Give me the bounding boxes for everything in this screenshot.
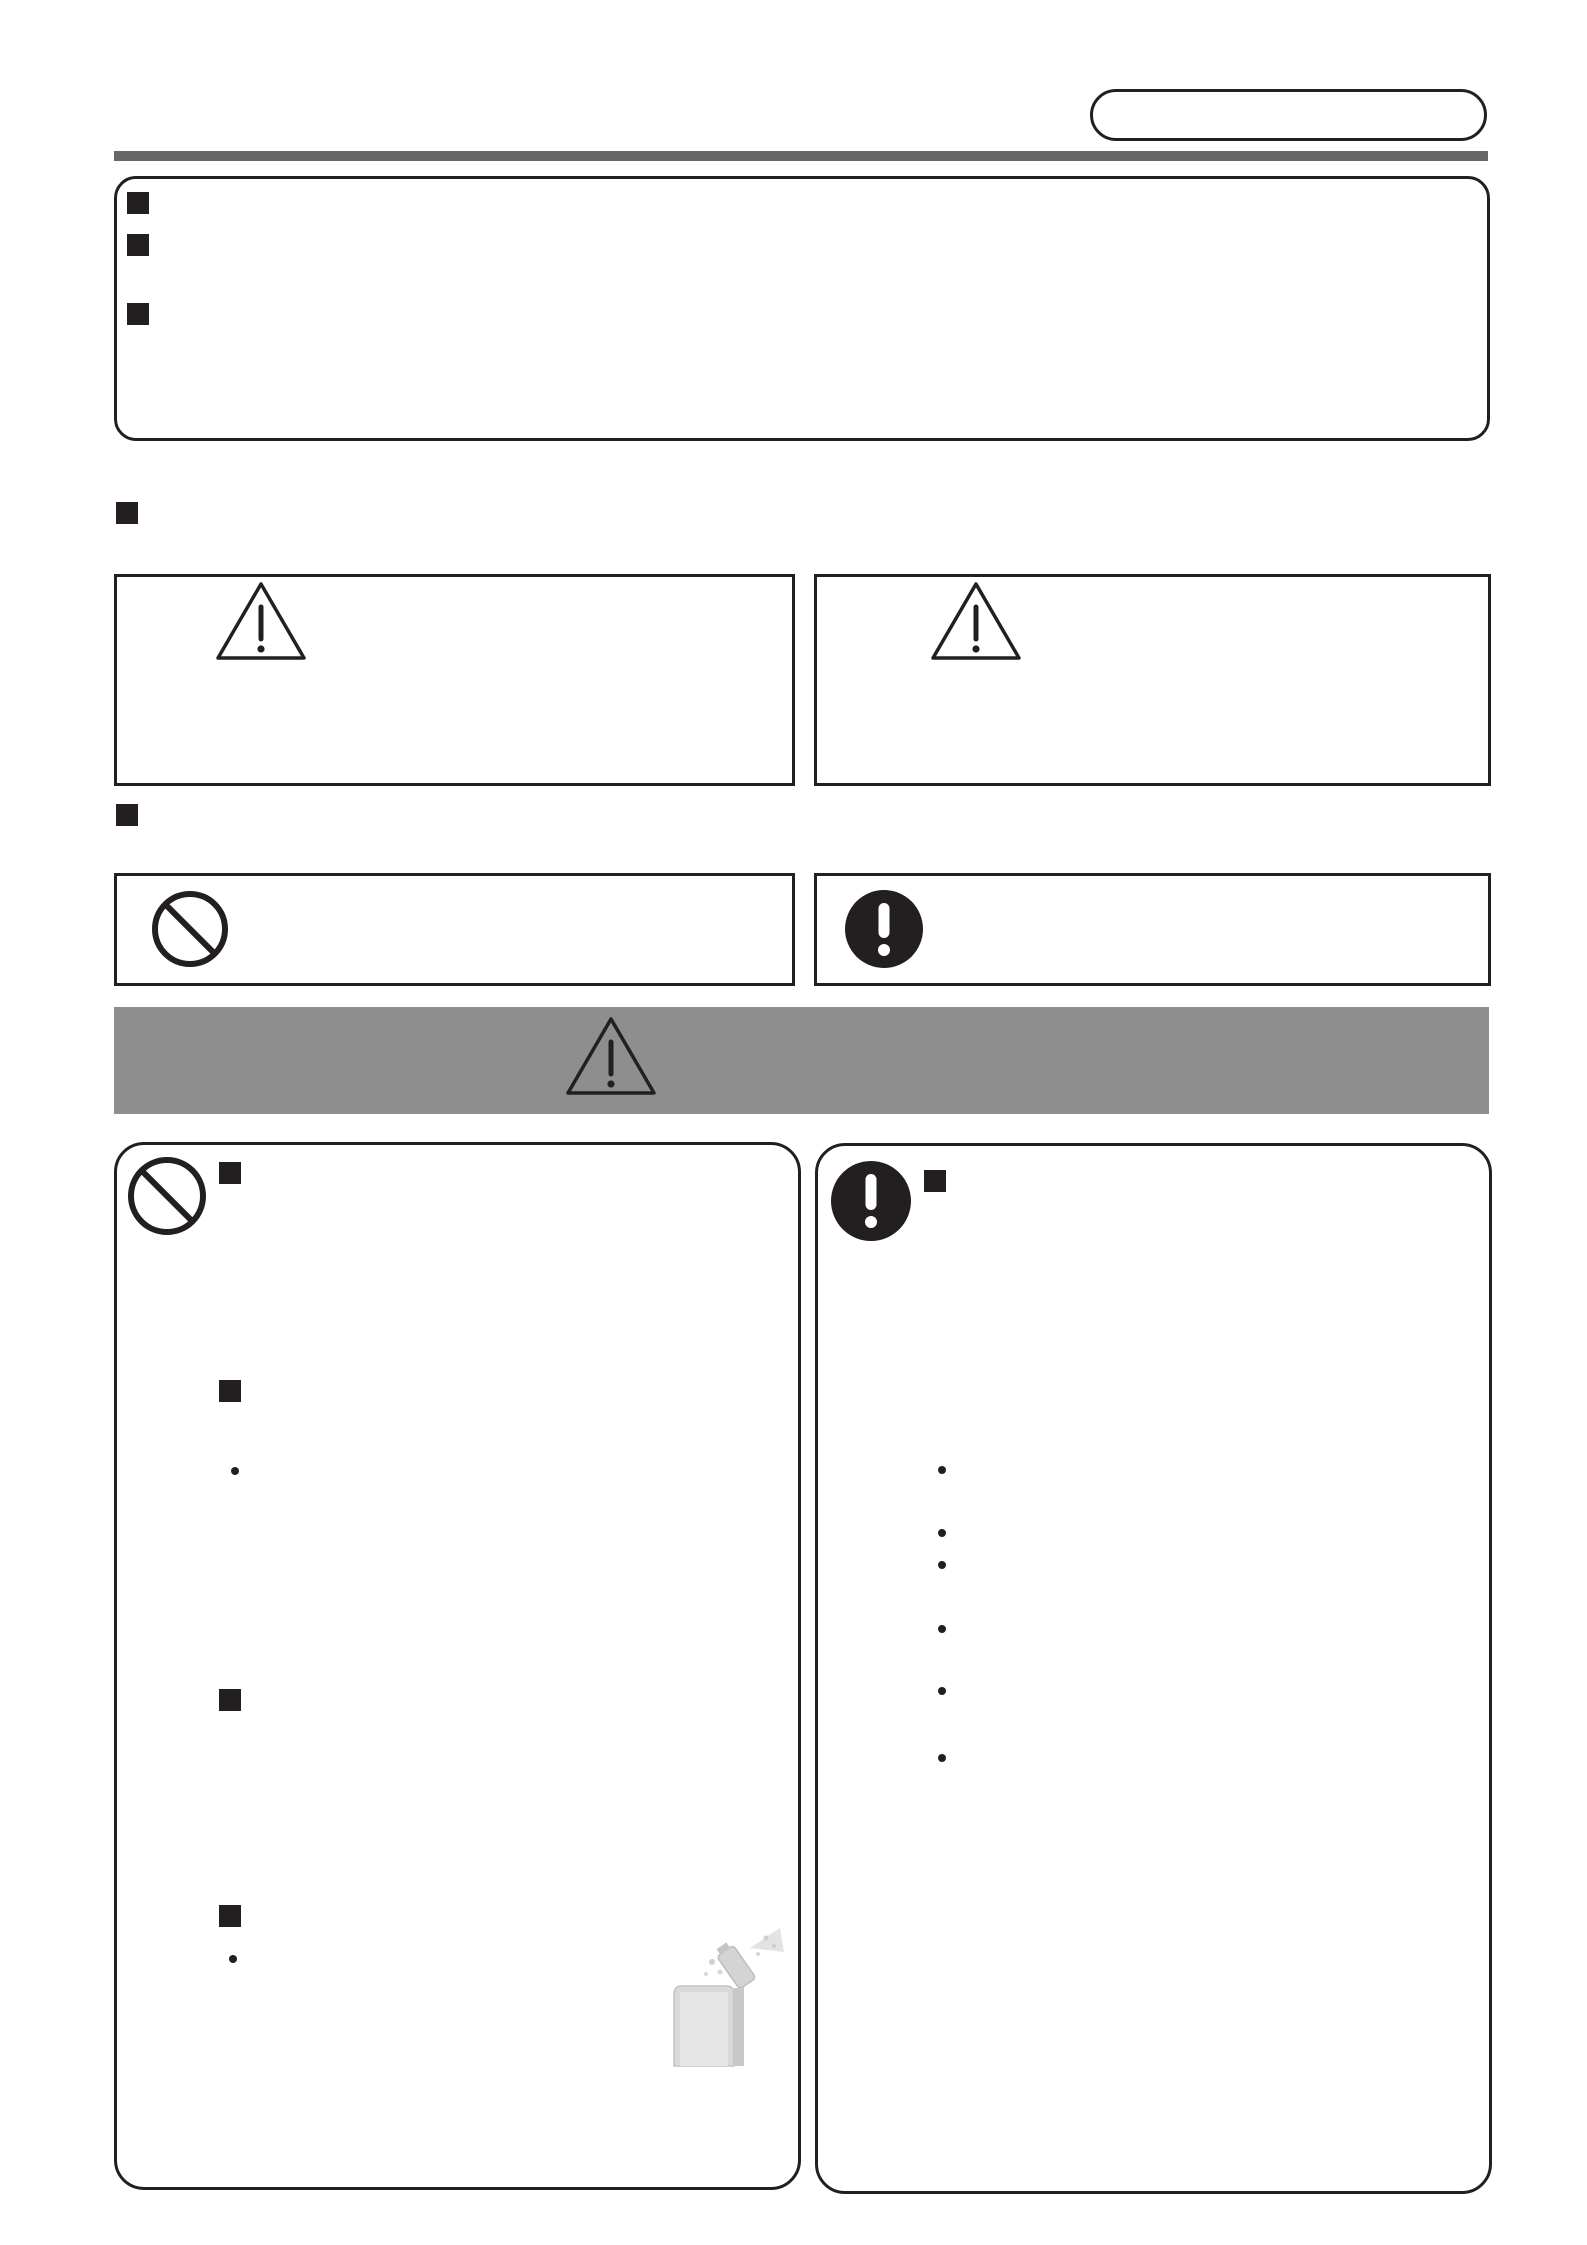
warning-triangle-icon [565, 1015, 657, 1097]
section-heading-square [116, 804, 138, 826]
warning-box-right [814, 574, 1491, 786]
right-bullet-4 [938, 1625, 946, 1633]
left-section-2-bullet [231, 1467, 239, 1475]
right-section-square [924, 1170, 946, 1192]
mandatory-exclamation-icon [844, 889, 924, 969]
section-heading-square [116, 502, 138, 524]
right-bullet-5 [938, 1687, 946, 1695]
left-section-4-bullet [229, 1955, 237, 1963]
warning-banner [114, 1007, 1489, 1114]
right-bullet-6 [938, 1754, 946, 1762]
header-pill [1090, 89, 1487, 141]
right-bullet-1 [938, 1466, 946, 1474]
intro-bullet-square [127, 303, 149, 325]
warning-triangle-icon [930, 580, 1022, 662]
mandatory-exclamation-icon [830, 1160, 912, 1242]
left-section-4-square [219, 1905, 241, 1927]
prohibition-icon [150, 889, 230, 969]
left-section-3-square [219, 1689, 241, 1711]
appliance-with-spray-figure [668, 1928, 786, 2068]
warning-triangle-icon [215, 580, 307, 662]
right-warning-panel [815, 1143, 1492, 2194]
intro-box [114, 176, 1490, 441]
header-rule [114, 151, 1488, 161]
intro-bullet-square [127, 234, 149, 256]
left-section-1-square [219, 1162, 241, 1184]
left-section-2-square [219, 1380, 241, 1402]
intro-bullet-square [127, 192, 149, 214]
right-bullet-3 [938, 1561, 946, 1569]
right-bullet-2 [938, 1529, 946, 1537]
prohibition-icon [126, 1155, 208, 1237]
